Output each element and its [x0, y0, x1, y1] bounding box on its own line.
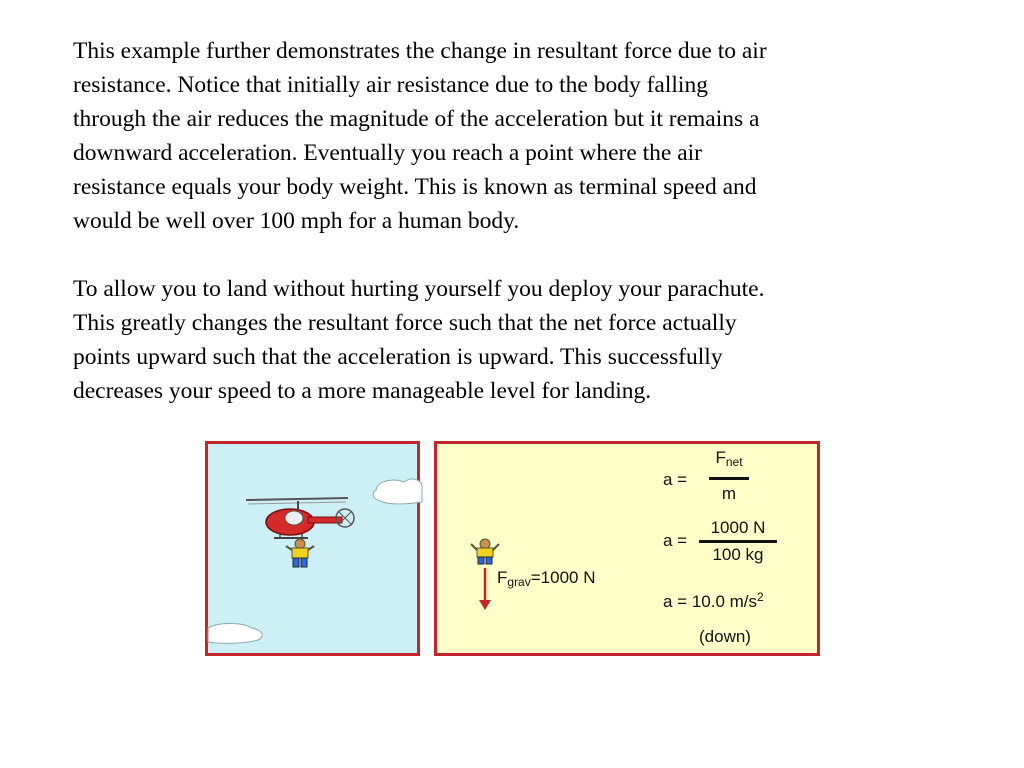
cloud-icon: [208, 624, 262, 644]
paragraph-parachute: [73, 272, 953, 408]
equation-1-numerator: $F_{net}$: [715, 448, 743, 469]
rotor-blade: [246, 498, 348, 500]
text-line: downward acceleration. Eventually you reach a point where the air: [73, 140, 703, 166]
cloud-icon: [373, 479, 422, 504]
equation-1-lhs: a =: [663, 470, 688, 489]
skydiver-figure: [471, 539, 499, 564]
equation-panel: [434, 441, 820, 656]
text-line: through the air reduces the magnitude of the acceleration but it remains a: [73, 106, 760, 132]
text-line: This greatly changes the resultant force such that the net force actually: [73, 310, 737, 336]
text-line: points upward such that the acceleration is upward. This successfully: [73, 344, 723, 370]
text-line: resistance. Notice that initially air resistance due to the body falling: [73, 72, 708, 98]
text-line: would be well over 100 mph for a human body.: [73, 208, 520, 234]
fraction-bar: [709, 477, 749, 480]
sky-scene: [208, 444, 423, 659]
text-line: This example further demonstrates the change in resultant force due to air: [73, 38, 767, 64]
equation-1-denominator: m: [721, 484, 737, 503]
equation-2-lhs: a =: [663, 531, 688, 550]
text-line: To allow you to land without hurting yourself you deploy your parachute.: [73, 276, 765, 302]
text-line: resistance equals your body weight. This is known as terminal speed and: [73, 174, 757, 200]
equation-2-denominator: 100 kg: [712, 545, 764, 564]
gravity-force-label: $F_{grav}=1000$ N: [497, 568, 596, 589]
direction-label: (down): [699, 627, 751, 646]
equation-3-result: a = 10.0 $m/s^2$: [663, 590, 764, 611]
fraction-bar: [699, 540, 777, 543]
skydiver-figure: [286, 539, 314, 567]
sky-illustration-panel: [205, 441, 420, 656]
equation-2-numerator: 1000 N: [710, 518, 766, 537]
paragraph-terminal-speed: [73, 34, 953, 238]
text-line: decreases your speed to a more manageable level for landing.: [73, 378, 652, 404]
